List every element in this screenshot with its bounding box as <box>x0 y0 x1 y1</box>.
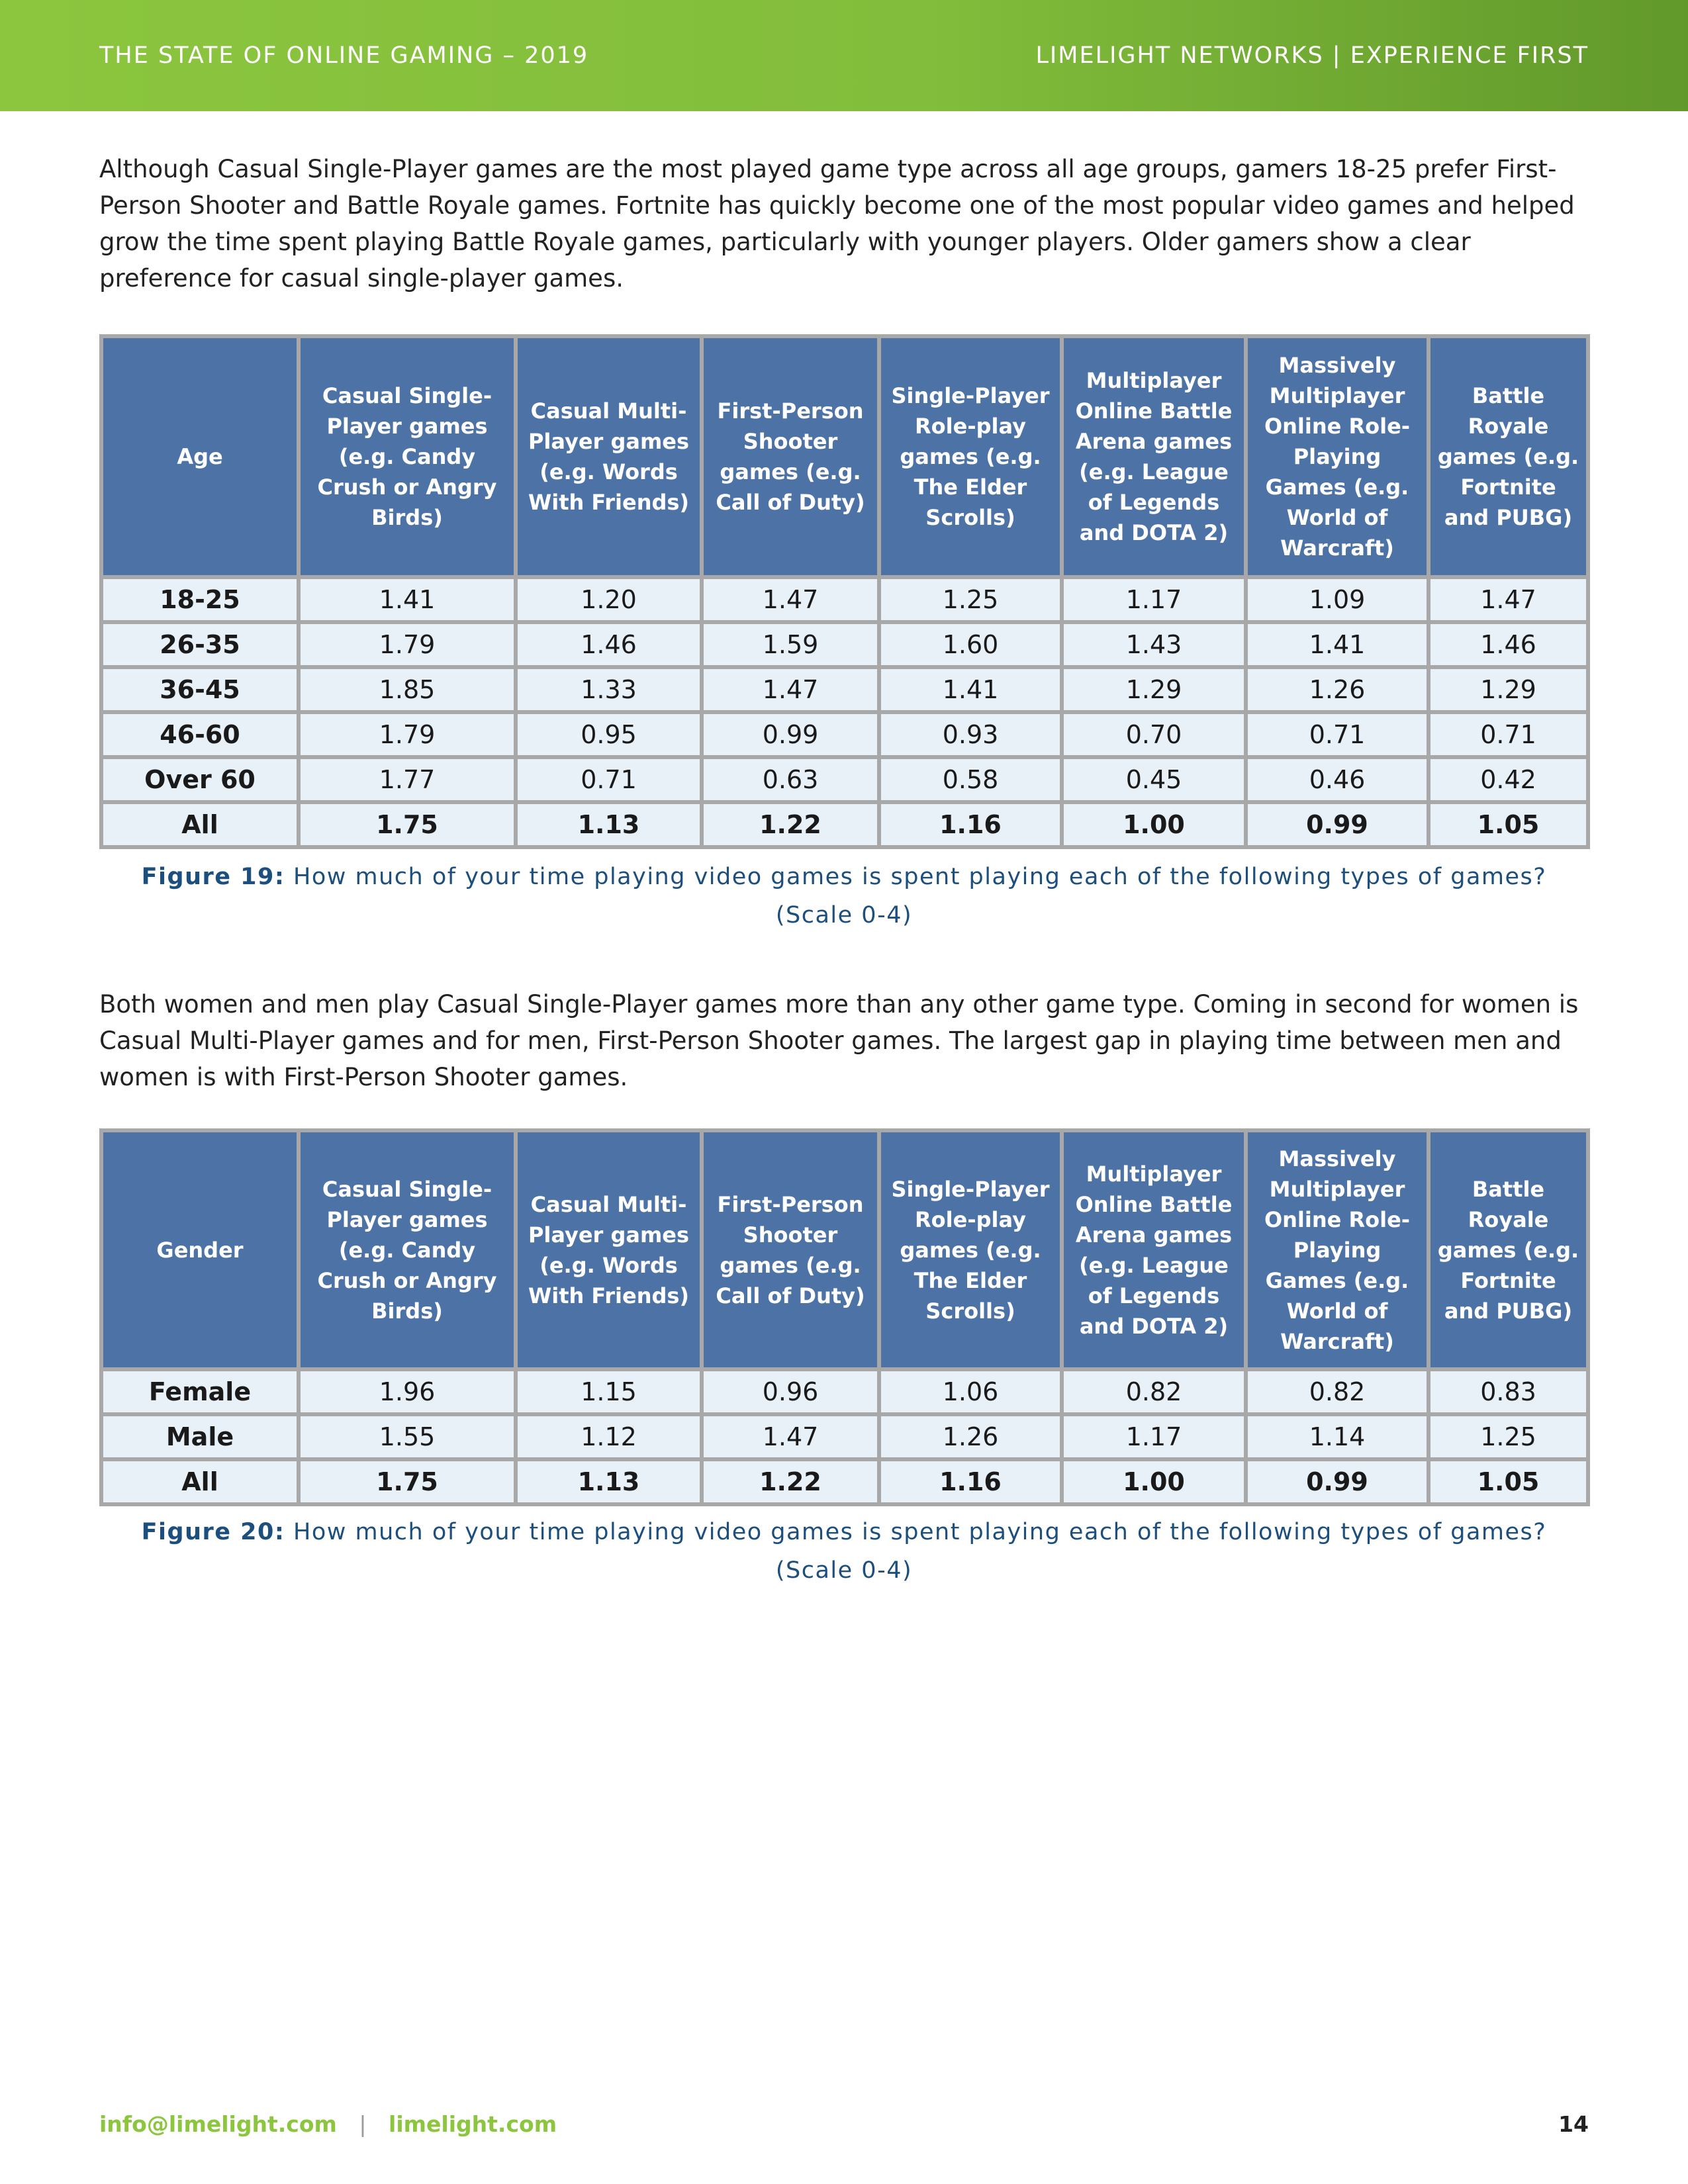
table-cell: 1.59 <box>704 624 877 665</box>
table-cell: 0.71 <box>518 759 700 800</box>
table-row <box>103 759 1586 800</box>
table-cell: 1.46 <box>1430 624 1586 665</box>
row-label: 46-60 <box>103 714 297 755</box>
footer-site-link[interactable]: limelight.com <box>389 2111 557 2137</box>
table-cell: 1.05 <box>1430 804 1586 845</box>
row-label: 26-35 <box>103 624 297 665</box>
table-cell: 1.25 <box>881 579 1060 620</box>
table-cell: 0.99 <box>1248 804 1427 845</box>
table-cell: 1.16 <box>881 1461 1060 1502</box>
table-cell: 0.45 <box>1064 759 1244 800</box>
table-row-all <box>103 804 1586 845</box>
footer-links <box>99 2111 557 2137</box>
gender-table-header-row <box>103 1132 1586 1367</box>
table-cell: 1.96 <box>301 1371 514 1412</box>
row-label: 18-25 <box>103 579 297 620</box>
column-header: Casual Multi-Player games (e.g. Words With Friends) <box>518 338 700 575</box>
table-cell: 1.79 <box>301 624 514 665</box>
column-header: Single-Player Role-play games (e.g. The Elder Scrolls) <box>881 1132 1060 1367</box>
row-label: Male <box>103 1416 297 1457</box>
table-cell: 1.47 <box>1430 579 1586 620</box>
footer-email-link[interactable]: info@limelight.com <box>99 2111 337 2137</box>
column-header: Multiplayer Online Battle Arena games (e.g. League of Legends and DOTA 2) <box>1064 338 1244 575</box>
column-header: First-Person Shooter games (e.g. Call of Duty) <box>704 1132 877 1367</box>
table-cell: 1.13 <box>518 1461 700 1502</box>
figure-scale: (Scale 0-4) <box>775 1557 913 1584</box>
table-cell: 1.55 <box>301 1416 514 1457</box>
table-cell: 1.77 <box>301 759 514 800</box>
table-cell: 1.15 <box>518 1371 700 1412</box>
table-cell: 1.46 <box>518 624 700 665</box>
figure-scale: (Scale 0-4) <box>775 902 913 929</box>
table-cell: 1.16 <box>881 804 1060 845</box>
table-cell: 1.20 <box>518 579 700 620</box>
column-header: Massively Multiplayer Online Role-Playing Games (e.g. World of Warcraft) <box>1248 338 1427 575</box>
table-row <box>103 669 1586 710</box>
table-cell: 1.17 <box>1064 1416 1244 1457</box>
table-cell: 1.43 <box>1064 624 1244 665</box>
table-cell: 1.13 <box>518 804 700 845</box>
table-cell: 1.05 <box>1430 1461 1586 1502</box>
row-label: 36-45 <box>103 669 297 710</box>
table-cell: 0.63 <box>704 759 877 800</box>
table-cell: 1.25 <box>1430 1416 1586 1457</box>
figure-text: How much of your time playing video games is spent playing each of the following types of games? <box>293 1519 1547 1545</box>
table-cell: 1.26 <box>881 1416 1060 1457</box>
table-cell: 1.22 <box>704 804 877 845</box>
age-table <box>99 334 1590 849</box>
table-cell: 1.75 <box>301 804 514 845</box>
report-title: THE STATE OF ONLINE GAMING – 2019 <box>99 42 589 69</box>
table-cell: 1.33 <box>518 669 700 710</box>
gender-paragraph: Both women and men play Casual Single-Player games more than any other game type. Coming in second for women is Casual Multi-Player games and for men, First-Person Shooter games. The largest gap in playing time between men and women is with First-Person Shooter games. <box>99 990 1579 1091</box>
column-header: Casual Single-Player games (e.g. Candy Crush or Angry Birds) <box>301 1132 514 1367</box>
row-label: Over 60 <box>103 759 297 800</box>
table-row <box>103 1371 1586 1412</box>
table-cell: 1.00 <box>1064 1461 1244 1502</box>
table-cell: 1.47 <box>704 1416 877 1457</box>
figure-20-caption <box>99 1513 1589 1590</box>
table-cell: 0.96 <box>704 1371 877 1412</box>
table-cell: 1.85 <box>301 669 514 710</box>
table-cell: 0.99 <box>1248 1461 1427 1502</box>
table-cell: 0.83 <box>1430 1371 1586 1412</box>
table-cell: 0.46 <box>1248 759 1427 800</box>
table-cell: 0.82 <box>1248 1371 1427 1412</box>
column-header: Massively Multiplayer Online Role-Playing Games (e.g. World of Warcraft) <box>1248 1132 1427 1367</box>
table-cell: 0.93 <box>881 714 1060 755</box>
table-cell: 0.95 <box>518 714 700 755</box>
figure-label: Figure 20: <box>141 1519 285 1545</box>
footer-separator: | <box>359 2111 367 2137</box>
page-number: 14 <box>1558 2111 1589 2137</box>
table-cell: 1.75 <box>301 1461 514 1502</box>
age-column-header: Age <box>103 338 297 575</box>
table-row <box>103 714 1586 755</box>
column-header: First-Person Shooter games (e.g. Call of Duty) <box>704 338 877 575</box>
company-tagline: LIMELIGHT NETWORKS | EXPERIENCE FIRST <box>1035 42 1589 69</box>
intro-paragraph: Although Casual Single-Player games are the most played game type across all age groups, gamers 18-25 prefer First-Person Shooter and Battle Royale games. Fortnite has quickly become one of the most popular video games and helped grow the time spent playing Battle Royale games, particularly with younger players. Older gamers show a clear preference for casual single-player games. <box>99 155 1575 293</box>
table-cell: 1.06 <box>881 1371 1060 1412</box>
table-cell: 0.42 <box>1430 759 1586 800</box>
figure-label: Figure 19: <box>141 864 285 890</box>
table-cell: 0.58 <box>881 759 1060 800</box>
gender-column-header: Gender <box>103 1132 297 1367</box>
table-cell: 1.79 <box>301 714 514 755</box>
table-cell: 0.71 <box>1248 714 1427 755</box>
table-cell: 1.14 <box>1248 1416 1427 1457</box>
age-table-header-row <box>103 338 1586 575</box>
row-label: All <box>103 1461 297 1502</box>
table-row <box>103 579 1586 620</box>
column-header: Casual Single-Player games (e.g. Candy Crush or Angry Birds) <box>301 338 514 575</box>
table-cell: 1.47 <box>704 579 877 620</box>
table-cell: 1.17 <box>1064 579 1244 620</box>
table-cell: 1.60 <box>881 624 1060 665</box>
table-row-all <box>103 1461 1586 1502</box>
table-row <box>103 1416 1586 1457</box>
column-header: Multiplayer Online Battle Arena games (e.g. League of Legends and DOTA 2) <box>1064 1132 1244 1367</box>
table-cell: 1.09 <box>1248 579 1427 620</box>
column-header: Battle Royale games (e.g. Fortnite and PUBG) <box>1430 1132 1586 1367</box>
table-cell: 0.71 <box>1430 714 1586 755</box>
row-label: Female <box>103 1371 297 1412</box>
table-cell: 1.41 <box>1248 624 1427 665</box>
figure-19-caption <box>99 858 1589 934</box>
header-bar <box>0 0 1688 111</box>
table-row <box>103 624 1586 665</box>
table-cell: 1.29 <box>1430 669 1586 710</box>
table-cell: 1.12 <box>518 1416 700 1457</box>
column-header: Casual Multi-Player games (e.g. Words With Friends) <box>518 1132 700 1367</box>
table-cell: 1.47 <box>704 669 877 710</box>
table-cell: 1.29 <box>1064 669 1244 710</box>
table-cell: 0.82 <box>1064 1371 1244 1412</box>
table-cell: 1.41 <box>301 579 514 620</box>
column-header: Battle Royale games (e.g. Fortnite and PUBG) <box>1430 338 1586 575</box>
table-cell: 0.70 <box>1064 714 1244 755</box>
table-cell: 0.99 <box>704 714 877 755</box>
table-cell: 1.00 <box>1064 804 1244 845</box>
table-cell: 1.22 <box>704 1461 877 1502</box>
gender-table <box>99 1128 1590 1506</box>
table-cell: 1.26 <box>1248 669 1427 710</box>
table-cell: 1.41 <box>881 669 1060 710</box>
figure-text: How much of your time playing video games is spent playing each of the following types of games? <box>293 864 1547 890</box>
row-label: All <box>103 804 297 845</box>
column-header: Single-Player Role-play games (e.g. The Elder Scrolls) <box>881 338 1060 575</box>
